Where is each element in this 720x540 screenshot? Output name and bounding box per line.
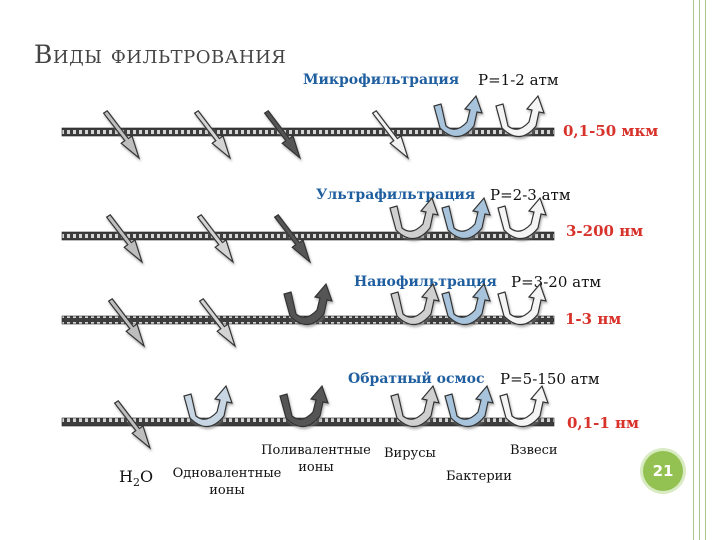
label-polyvalent-line1: Поливалентные — [261, 443, 371, 458]
process-label-reverse-osmosis: Обратный осмос — [348, 371, 485, 387]
label-viruses: Вирусы — [384, 446, 436, 461]
process-label-microfiltration: Микрофильтрация — [303, 72, 460, 88]
label-polyvalent-ions — [259, 442, 373, 476]
label-suspensions: Взвеси — [510, 443, 558, 458]
pore-size-ultrafiltration: 3-200 нм — [566, 222, 644, 240]
pore-size-reverse-osmosis: 0,1-1 нм — [567, 414, 639, 432]
process-label-nanofiltration: Нанофильтрация — [354, 274, 497, 290]
process-label-ultrafiltration: Ультрафильтрация — [316, 187, 476, 203]
page-number-badge: 21 — [643, 451, 683, 491]
label-polyvalent-line2: ионы — [298, 460, 334, 475]
label-monovalent-line1: Одновалентные — [172, 466, 282, 481]
label-monovalent-line2: ионы — [209, 483, 245, 498]
pore-size-nanofiltration: 1-3 нм — [565, 310, 622, 328]
pressure-label-microfiltration: P=1-2 атм — [478, 71, 559, 89]
pressure-label-ultrafiltration: P=2-3 атм — [490, 186, 571, 204]
pore-size-microfiltration: 0,1-50 мкм — [563, 122, 659, 140]
arrows-rejected — [184, 96, 548, 427]
arrows-passing — [104, 111, 408, 448]
label-bacteria: Бактерии — [446, 469, 512, 484]
pressure-label-reverse-osmosis: P=5-150 атм — [500, 370, 600, 388]
membrane-ultrafiltration — [62, 232, 554, 240]
label-h2o: $H_2O$ — [119, 467, 154, 490]
membrane-microfiltration — [62, 128, 554, 136]
pressure-label-nanofiltration: P=3-20 атм — [511, 273, 602, 291]
slide-title: Виды фильтрования — [34, 40, 287, 69]
